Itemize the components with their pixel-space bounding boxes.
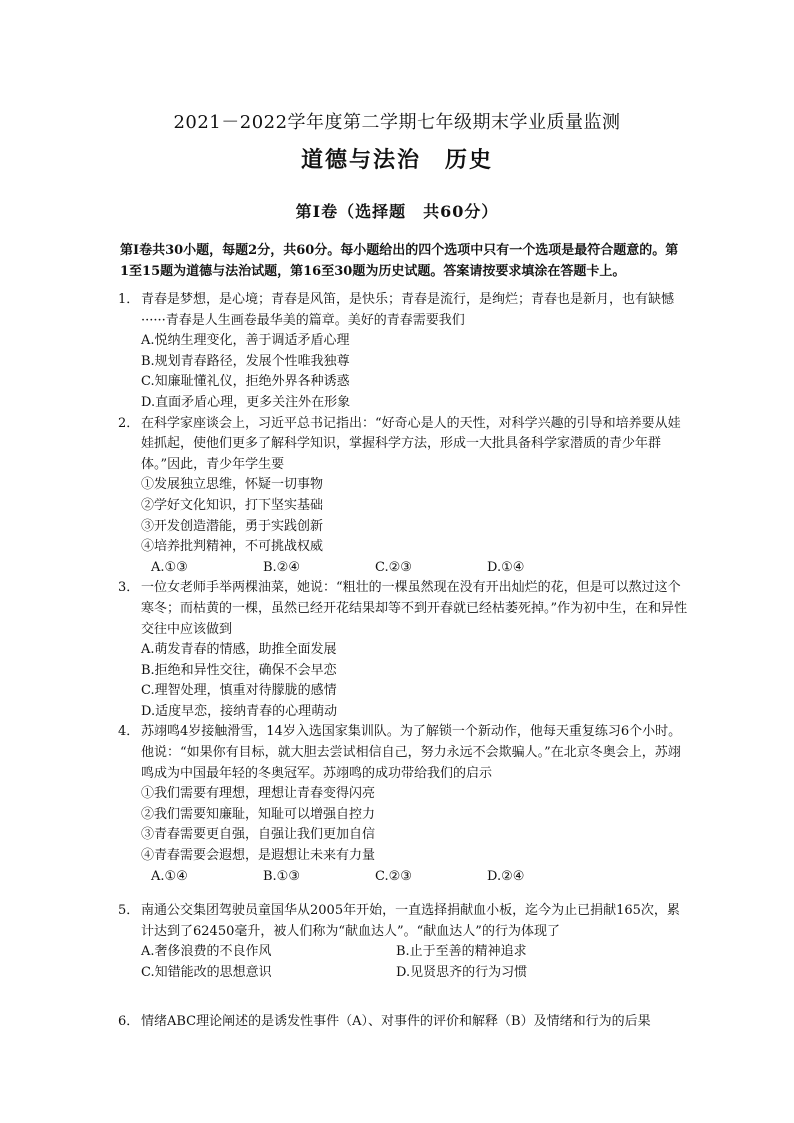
option-c: C.知廉耻懂礼仪，拒绝外界各种诱惑 [141, 374, 350, 390]
choice-b: B.②④ [263, 559, 300, 575]
exam-title: 2021－2022学年度第二学期七年级期末学业质量监测 [173, 112, 621, 133]
choice-c: C.②③ [375, 559, 412, 575]
spacer [118, 984, 688, 998]
choice-row-1 [141, 942, 688, 963]
choice-d: D.见贤思齐的行为习惯 [396, 965, 528, 980]
choice-a: A.①④ [151, 868, 188, 884]
choice-d: D.②④ [487, 868, 525, 884]
question-text: 情绪ABC理论阐述的是诱发性事件（A）、对事件的评价和解释（B）及情绪和行为的后果 [141, 1013, 651, 1029]
question-1 [118, 290, 688, 414]
instructions: 第Ⅰ卷共30小题，每题2分，共60分。每小题给出的四个选项中只有一个选项是最符合题意的。第1至15题为道德与法治试题，第16至30题为历史试题。答案请按要求填涂在答题卡上。 [120, 243, 679, 279]
option-b: B.规划青春路径，发展个性唯我独尊 [141, 353, 350, 369]
option-c: C.理智处理，慎重对待朦胧的感情 [141, 683, 337, 699]
choice-row [141, 867, 688, 888]
statement-4: ④培养批判精神，不可挑战权威 [141, 539, 324, 555]
statement-1: ①发展独立思维，怀疑一切事物 [141, 477, 324, 493]
spacer [118, 998, 688, 1012]
question-5 [118, 901, 688, 983]
question-number: 5． [118, 903, 140, 919]
question-4 [118, 722, 688, 887]
question-text: 苏翊鸣4岁接触滑雪，14岁入选国家集训队。为了解锁一个新动作，他每天重复练习6个小时。他说：“如果你有目标，就大胆去尝试相信自己，努力永远不会欺骗人。”在北京冬奥会上，苏翊鸣成为中国最年轻的冬奥冠军。苏翊鸣的成功带给我们的启示 [141, 724, 682, 781]
question-3 [118, 578, 688, 722]
question-text: 一位女老师手举两棵油菜，她说：“粗壮的一棵虽然现在没有开出灿烂的花，但是可以熬过这个寒冬；而枯黄的一棵，虽然已经开花结果却等不到开春就已经枯萎死掉。”作为初中生，在和异性交往中应该做到 [141, 580, 688, 637]
question-number: 4． [118, 724, 140, 740]
question-text: 在科学家座谈会上，习近平总书记指出：“好奇心是人的天性，对科学兴趣的引导和培养要从娃娃抓起，使他们更多了解科学知识，掌握科学方法，形成一大批具备科学家潜质的青少年群体。”因此，青少年学生要 [141, 415, 681, 472]
choice-c: C.②③ [375, 868, 412, 884]
section-title: 第Ⅰ卷（选择题 共60分） [295, 202, 499, 221]
question-number: 2． [118, 415, 140, 431]
statement-2: ②我们需要知廉耻，知耻可以增强自控力 [141, 806, 376, 822]
choice-b: B.①③ [263, 868, 300, 884]
spacer [118, 887, 688, 901]
question-number: 1． [118, 292, 140, 307]
question-list [118, 290, 688, 1032]
question-text: 南通公交集团驾驶员童国华从2005年开始，一直选择捐献血小板，迄今为止已捐献165次，累计达到了62450毫升，被人们称为“献血达人”。“献血达人”的行为体现了 [141, 903, 680, 939]
question-2 [118, 414, 688, 579]
question-number: 6． [118, 1013, 140, 1029]
question-6 [118, 1012, 688, 1033]
choice-a: A.①③ [151, 559, 188, 575]
statement-3: ③青春需要更自强，自强让我们更加自信 [141, 827, 376, 843]
statement-2: ②学好文化知识，打下坚实基础 [141, 497, 324, 513]
option-a: A.萌发青春的情感，助推全面发展 [141, 642, 337, 658]
statement-1: ①我们需要有理想，理想让青春变得闪亮 [141, 786, 376, 802]
choice-row-2 [141, 963, 688, 984]
choice-a: A.奢侈浪费的不良作风 [141, 944, 272, 960]
choice-row [141, 558, 688, 579]
option-d: D.直面矛盾心理，更多关注外在形象 [141, 394, 351, 410]
question-text: 青春是梦想，是心境；青春是风笛，是快乐；青春是流行，是绚烂；青春也是新月，也有缺憾······青春是人生画卷最华美的篇章。美好的青春需要我们 [141, 292, 675, 328]
option-b: B.拒绝和异性交往，确保不会早恋 [141, 662, 337, 678]
option-d: D.适度早恋，接纳青春的心理萌动 [141, 703, 338, 719]
subject-title: 道德与法治 历史 [300, 147, 493, 173]
option-a: A.悦纳生理变化，善于调适矛盾心理 [141, 333, 350, 349]
choice-b: B.止于至善的精神追求 [396, 944, 527, 960]
question-number: 3． [118, 580, 140, 596]
choice-d: D.①④ [487, 559, 525, 575]
choice-c: C.知错能改的思想意识 [141, 965, 272, 980]
statement-3: ③开发创造潜能，勇于实践创新 [141, 518, 324, 534]
statement-4: ④青春需要会遐想，是遐想让未来有力量 [141, 848, 376, 864]
